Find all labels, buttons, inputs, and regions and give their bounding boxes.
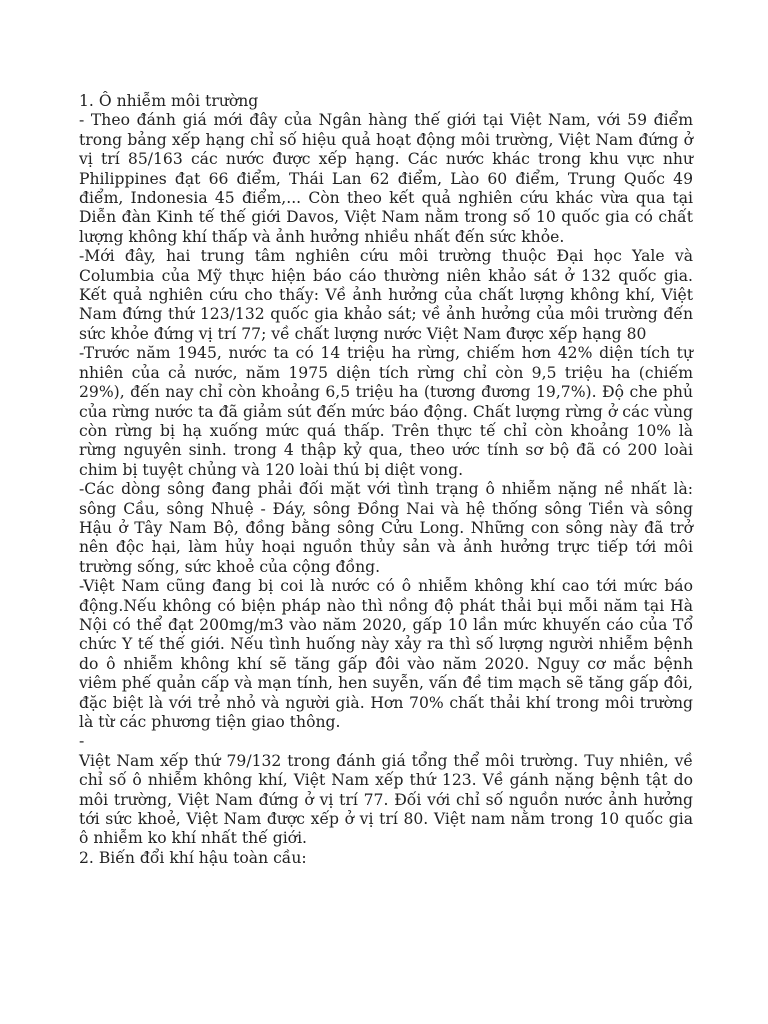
paragraph-world-bank-ranking: - Theo đánh giá mới đây của Ngân hàng thế giới tại Việt Nam, với 59 điểm trong bảng xếp hạng chỉ số hiệu quả hoạt động môi trường, Việt Nam đứng ở vị trí 85/163 các nước được xếp hạng. Các nước khác trong khu vực như Philippines đạt 66 điểm, Thái Lan 62 điểm, Lào 60 điểm, Trung Quốc 49 điểm, Indonesia 45 điểm,... Còn theo kết quả nghiên cứu khác vừa qua tại Diễn đàn Kinh tế thế giới Davos, Việt Nam nằm trong số 10 quốc gia có chất lượng không khí thấp và ảnh hưởng nhiều nhất đến sức khỏe.	[79, 111, 693, 246]
document-page	[79, 92, 693, 868]
paragraph-yale-columbia-report: -Mới đây, hai trung tâm nghiên cứu môi trường thuộc Đại học Yale và Columbia của Mỹ thực hiện báo cáo thường niên khảo sát ở 132 quốc gia. Kết quả nghiên cứu cho thấy: Về ảnh hưởng của chất lượng không khí, Việt Nam đứng thứ 123/132 quốc gia khảo sát; về ảnh hưởng của môi trường đến sức khỏe đứng vị trí 77; về chất lượng nước Việt Nam được xếp hạng 80	[79, 247, 693, 343]
paragraph-dash: -	[79, 732, 85, 751]
paragraph-forest-coverage: -Trước năm 1945, nước ta có 14 triệu ha rừng, chiếm hơn 42% diện tích tự nhiên của cả nước, năm 1975 diện tích rừng chỉ còn 9,5 triệu ha (chiếm 29%), đến nay chỉ còn khoảng 6,5 triệu ha (tương đương 19,7%). Độ che phủ của rừng nước ta đã giảm sút đến mức báo động. Chất lượng rừng ở các vùng còn rừng bị hạ xuống mức quá thấp. Trên thực tế chỉ còn khoảng 10% là rừng nguyên sinh. trong 4 thập kỷ qua, theo ước tính sơ bộ đã có 200 loài chim bị tuyệt chủng và 120 loài thú bị diệt vong.	[79, 344, 693, 479]
paragraph-river-pollution: -Các dòng sông đang phải đối mặt với tình trạng ô nhiễm nặng nề nhất là: sông Cầu, sông Nhuệ - Đáy, sông Đồng Nai và hệ thống sông Tiền và sông Hậu ở Tây Nam Bộ, đồng bằng sông Cửu Long. Những con sông này đã trở nên độc hại, làm hủy hoại nguồn thủy sản và ảnh hưởng trực tiếp tới môi trường sống, sức khoẻ của cộng đồng.	[79, 480, 693, 576]
paragraph-overall-ranking: Việt Nam xếp thứ 79/132 trong đánh giá tổng thể môi trường. Tuy nhiên, về chỉ số ô nhiễm không khí, Việt Nam xếp thứ 123. Về gánh nặng bệnh tật do môi trường, Việt Nam đứng ở vị trí 77. Đối với chỉ số nguồn nước ảnh hưởng tới sức khoẻ, Việt Nam được xếp ở vị trí 80. Việt nam nằm trong 10 quốc gia ô nhiễm ko khí nhất thế giới.	[79, 751, 693, 848]
section-heading-2: 2. Biến đổi khí hậu toàn cầu:	[79, 848, 307, 867]
section-heading-1: 1. Ô nhiễm môi trường	[79, 92, 259, 110]
paragraph-air-pollution: -Việt Nam cũng đang bị coi là nước có ô nhiễm không khí cao tới mức báo động.Nếu không có biện pháp nào thì nồng độ phát thải bụi mỗi năm tại Hà Nội có thể đạt 200mg/m3 vào năm 2020, gấp 10 lần mức khuyến cáo của Tổ chức Y tế thế giới. Nếu tình huống này xảy ra thì số lượng người nhiễm bệnh do ô nhiễm không khí sẽ tăng gấp đôi vào năm 2020. Nguy cơ mắc bệnh viêm phế quản cấp và mạn tính, hen suyễn, vấn đề tim mạch sẽ tăng gấp đôi, đặc biệt là với trẻ nhỏ và người già. Hơn 70% chất thải khí trong môi trường là từ các phương tiện giao thông.	[79, 577, 693, 731]
